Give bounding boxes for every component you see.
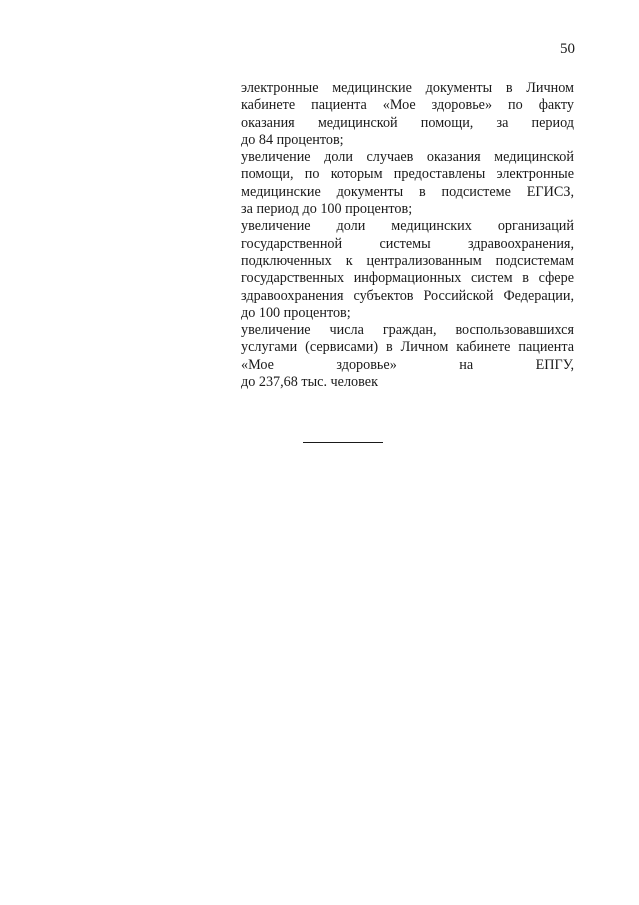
text-line: здравоохранения субъектов Российской Федерации, — [241, 287, 574, 304]
text-line: государственных информационных систем в сфере — [241, 270, 574, 287]
text-line: услугами (сервисами) в Личном кабинете пациента — [241, 339, 574, 356]
paragraph-4 — [241, 322, 574, 391]
text-line: до 100 процентов; — [241, 304, 351, 321]
text-line: подключенных к централизованным подсистемам — [241, 252, 574, 269]
paragraph-1 — [241, 80, 574, 149]
text-line: за период до 100 процентов; — [241, 201, 413, 218]
text-line: медицинские документы в подсистеме ЕГИСЗ, — [241, 183, 574, 200]
paragraph-2 — [241, 149, 574, 218]
text-line: до 84 процентов; — [241, 131, 344, 148]
text-line: увеличение доли случаев оказания медицинской — [241, 149, 574, 166]
closing-divider-line — [303, 442, 383, 443]
text-line: помощи, по которым предоставлены электронные — [241, 166, 574, 183]
text-line: «Мое здоровье» на ЕПГУ, — [241, 356, 574, 373]
text-line: государственной системы здравоохранения, — [241, 235, 574, 252]
document-body — [241, 80, 574, 391]
page-number: 50 — [560, 41, 575, 57]
paragraph-3 — [241, 218, 574, 322]
text-line: оказания медицинской помощи, за период — [241, 114, 574, 131]
text-line: до 237,68 тыс. человек — [241, 374, 378, 391]
text-line: кабинете пациента «Мое здоровье» по факту — [241, 97, 574, 114]
text-line: увеличение числа граждан, воспользовавшихся — [241, 322, 574, 339]
text-line: увеличение доли медицинских организаций — [241, 218, 574, 235]
text-line: электронные медицинские документы в Личном — [241, 80, 574, 96]
